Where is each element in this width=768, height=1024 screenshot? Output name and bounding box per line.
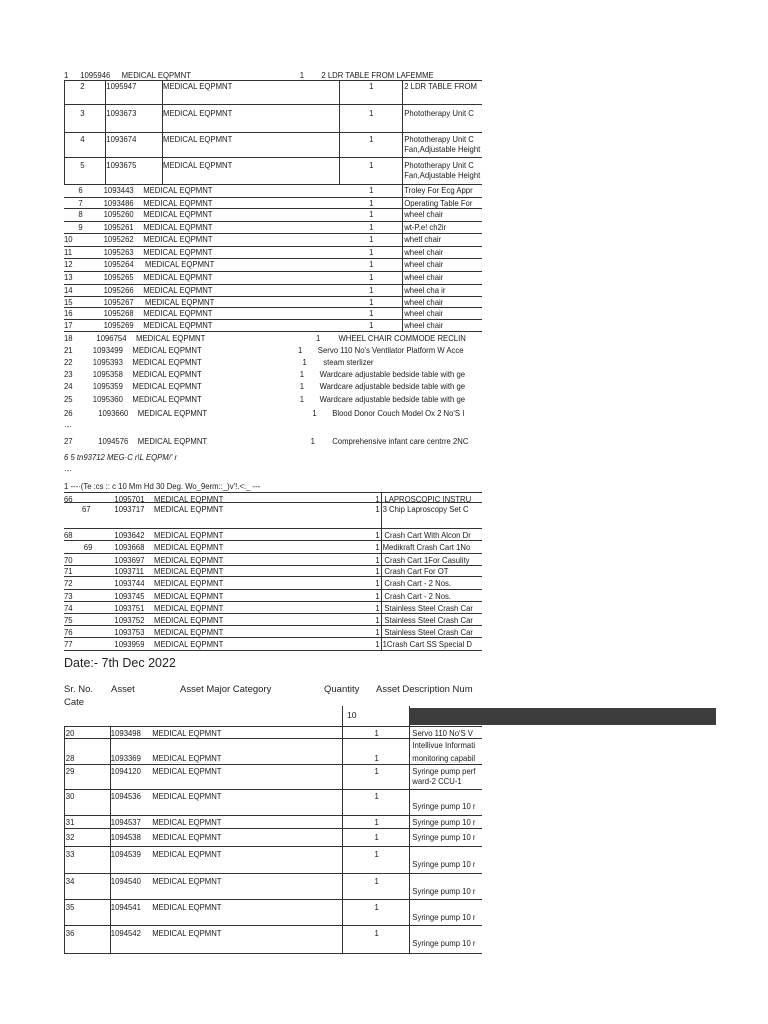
- table-row: [64, 381, 496, 392]
- desc-cell: monitoring capabil: [412, 753, 476, 763]
- desc-cell: Medikraft Crash Cart 1No: [382, 542, 471, 552]
- sr-cell: 29: [65, 766, 75, 776]
- category-cell: MEDICAL EQPMNT: [152, 849, 222, 859]
- qty-cell: 1: [374, 876, 379, 886]
- sr-cell: 6: [78, 185, 83, 195]
- category-cell: MEDICAL EQPMNT: [143, 222, 213, 232]
- desc-cell: Syringe pump perf: [412, 766, 476, 776]
- table-row: [64, 369, 496, 380]
- qty-cell: 1: [369, 209, 374, 219]
- asset-cell: 1093674: [106, 134, 137, 144]
- qty-cell: 1: [310, 436, 315, 446]
- desc-cell: wheel chair: [404, 308, 444, 318]
- category-cell: MEDICAL EQPMNT: [154, 566, 224, 576]
- desc-cell: Syringe pump 10 r: [412, 801, 476, 811]
- qty-cell: 1: [374, 817, 379, 827]
- sr-cell: 68: [64, 530, 73, 540]
- category-cell: MEDICAL EQPMNT: [132, 369, 202, 379]
- asset-cell: 1094540: [110, 876, 141, 886]
- qty-cell: 1: [369, 185, 374, 195]
- desc-cell: Syringe pump 10 r: [412, 938, 476, 948]
- qty-cell: 1: [369, 81, 374, 91]
- table-row: [64, 285, 496, 296]
- sr-cell: 14: [64, 285, 73, 295]
- header-asset: Asset: [111, 684, 135, 695]
- sr-cell: 24: [64, 381, 73, 391]
- qty-cell: 1: [369, 272, 374, 282]
- sr-cell: 66: [64, 494, 73, 504]
- desc-cell: Crash Cart - 2 Nos.: [384, 578, 452, 588]
- desc-continuation: [64, 912, 496, 923]
- asset-cell: 1095947: [106, 81, 137, 91]
- qty-cell: 1: [369, 222, 374, 232]
- desc-cell: wheel chair: [404, 297, 444, 307]
- table-row: [64, 566, 496, 577]
- qty-cell: 1: [374, 902, 379, 912]
- asset-cell: 1093753: [114, 627, 145, 637]
- qty-cell: 1: [375, 603, 380, 613]
- sr-cell: 5: [80, 160, 85, 170]
- qty-cell: 1: [374, 832, 379, 842]
- category-cell: MEDICAL EQPMNT: [121, 70, 191, 80]
- category-cell: MEDICAL EQPMNT: [152, 766, 222, 776]
- sr-cell: 32: [65, 832, 75, 842]
- desc-cell: Phototherapy Unit C: [404, 160, 474, 170]
- header-quantity: Quantity: [324, 684, 360, 695]
- category-cell: MEDICAL EQPMNT: [132, 394, 202, 404]
- sr-cell: 28: [65, 753, 75, 763]
- sr-cell: 21: [64, 345, 73, 355]
- sr-cell: 72: [64, 578, 73, 588]
- category-cell: MEDICAL EQPMNT: [154, 555, 224, 565]
- desc-cell: wt-P.e! ch2ir: [404, 222, 447, 232]
- table-row: [64, 728, 496, 739]
- qty-cell: 1: [369, 134, 374, 144]
- table-row: [64, 394, 496, 405]
- scan-noise: ·-·: [64, 421, 72, 431]
- table-row: [64, 81, 496, 92]
- table-row: [64, 627, 496, 638]
- desc-cell: wheel chair: [404, 259, 444, 269]
- asset-cell: 1095265: [103, 272, 134, 282]
- category-cell: MEDICAL EQPMNT: [154, 578, 224, 588]
- asset-cell: 1093499: [92, 345, 123, 355]
- qty-cell: 1: [369, 320, 374, 330]
- table-row: [64, 108, 496, 119]
- desc-continuation: [64, 776, 496, 787]
- desc-cell: 1Crash Cart SS Special D: [382, 639, 473, 649]
- asset-cell: 1095262: [103, 234, 134, 244]
- qty-cell: 1: [375, 542, 380, 552]
- desc-cell: Syringe pump 10 r: [412, 832, 476, 842]
- asset-cell: 1094541: [110, 902, 141, 912]
- qty-cell: 1: [374, 791, 379, 801]
- desc-cell: Wardcare adjustable bedside table with ge: [319, 394, 466, 404]
- asset-cell: 1094120: [110, 766, 141, 776]
- desc-continuation: [64, 170, 496, 181]
- desc-continuation: [64, 886, 496, 897]
- desc-cell: Syringe pump 10 r: [412, 817, 476, 827]
- desc-cell: wheel chair: [404, 247, 444, 257]
- qty-cell: 1: [369, 234, 374, 244]
- table-row: [64, 259, 496, 270]
- desc-cell: Wardcare adjustable bedside table with ge: [319, 369, 466, 379]
- qty-cell: 1: [316, 333, 321, 343]
- asset-cell: 1095701: [114, 494, 145, 504]
- asset-cell: 1093711: [114, 566, 144, 576]
- table-row: [64, 530, 496, 541]
- asset-cell: 1093498: [110, 728, 141, 738]
- asset-cell: 1093660: [98, 408, 129, 418]
- sr-cell: 77: [64, 639, 73, 649]
- sr-cell: 73: [64, 591, 73, 601]
- category-cell: MEDICAL EQPMNT: [152, 832, 222, 842]
- category-cell: MEDICAL EQPMNT: [145, 259, 215, 269]
- sr-cell: 27: [64, 436, 73, 446]
- category-cell: MEDICAL EQPMNT: [152, 753, 222, 763]
- sr-cell: 4: [80, 134, 85, 144]
- qty-cell: 1: [299, 369, 305, 379]
- qty-cell: 1: [299, 394, 305, 404]
- sr-cell: 8: [78, 209, 83, 219]
- table-row: [64, 198, 496, 209]
- desc-cell: Stainless Steel Crash Car: [384, 603, 473, 613]
- qty-cell: 1: [299, 381, 305, 391]
- header-category: Asset Major Category: [180, 684, 272, 695]
- sr-cell: 7: [78, 198, 83, 208]
- qty-cell: 1: [369, 285, 374, 295]
- category-cell: MEDICAL EQPMNT: [163, 108, 233, 118]
- header-sr-continuation: Cate: [64, 697, 85, 708]
- category-cell: MEDICAL EQPMNT: [154, 494, 224, 504]
- sr-cell: 36: [65, 928, 75, 938]
- table-row: [64, 222, 496, 233]
- desc-cell: Servo 110 No'S V: [412, 728, 473, 738]
- asset-cell: 1095268: [103, 308, 134, 318]
- sr-cell: 23: [64, 369, 73, 379]
- header-sr: Sr. No.: [64, 684, 94, 695]
- category-cell: MEDICAL EQPMNT: [143, 272, 213, 282]
- table-row: [64, 247, 496, 258]
- sr-cell: 16: [64, 308, 73, 318]
- category-cell: MEDICAL EQPMNT: [154, 591, 224, 601]
- desc-cell: Syringe pump 10 r: [412, 859, 476, 869]
- asset-cell: 1095264: [103, 259, 134, 269]
- qty-cell: 1: [369, 247, 374, 257]
- asset-cell: 1093752: [114, 615, 145, 625]
- scan-noise: 1 ---·(Te :cs :: c 10 Mm Hd 30 Deg. Wo_9erm::_)v'!.<:_ ---: [64, 481, 261, 491]
- asset-cell: 1094542: [110, 928, 141, 938]
- sr-cell: 1: [64, 70, 69, 80]
- category-cell: MEDICAL EQPMNT: [143, 247, 213, 257]
- table-row: [64, 234, 496, 245]
- category-cell: MEDICAL EQPMNT: [163, 134, 233, 144]
- date-line: Date:- 7th Dec 2022: [64, 656, 176, 670]
- desc-cell: Fan,Adjustable Height: [404, 144, 481, 154]
- asset-cell: 1095358: [92, 369, 123, 379]
- category-cell: MEDICAL EQPMNT: [145, 297, 215, 307]
- sr-cell: 34: [65, 876, 75, 886]
- sr-cell: 76: [64, 627, 73, 637]
- qty-cell: 1: [299, 70, 305, 80]
- qty-cell: 1: [375, 494, 380, 504]
- asset-cell: 1093751: [114, 603, 145, 613]
- table-row: [64, 297, 496, 308]
- qty-cell: 1: [375, 504, 380, 514]
- asset-cell: 1093959: [114, 639, 145, 649]
- table-row: [64, 591, 496, 602]
- qty-cell: 1: [302, 357, 307, 367]
- desc-cell: LAPROSCOPIC INSTRU: [384, 494, 472, 504]
- qty-cell: 1: [375, 627, 380, 637]
- desc-cell: steam sterlizer: [323, 357, 374, 367]
- table-row: [64, 615, 496, 626]
- category-cell: MEDICAL EQPMNT: [152, 817, 222, 827]
- asset-cell: 1094539: [110, 849, 141, 859]
- sr-cell: 35: [65, 902, 75, 912]
- desc-cell: Crash Cart - 2 Nos.: [384, 591, 452, 601]
- qty-cell: 1: [374, 753, 379, 763]
- qty-cell: 1: [369, 259, 374, 269]
- asset-cell: 1094576: [98, 436, 129, 446]
- table-row: [64, 408, 496, 419]
- asset-cell: 1093717: [114, 504, 145, 514]
- category-cell: MEDICAL EQPMNT: [143, 308, 213, 318]
- desc-cell: Syringe pump 10 r: [412, 886, 476, 896]
- sr-cell: 67: [82, 504, 91, 514]
- qty-cell: 1: [375, 591, 380, 601]
- category-cell: MEDICAL EQPMNT: [143, 285, 213, 295]
- desc-cell: Servo 110 No's Ventilator Platform W Acce: [317, 345, 464, 355]
- desc-cell: Intellivue Informati: [412, 740, 476, 750]
- table-row: [64, 555, 496, 566]
- table-row: [64, 639, 496, 650]
- desc-continuation: [64, 938, 496, 949]
- sr-cell: 13: [64, 272, 73, 282]
- desc-cell: Crash Cart For OT: [384, 566, 449, 576]
- asset-cell: 1096754: [96, 333, 127, 343]
- desc-continuation: [64, 740, 496, 751]
- sr-cell: 20: [65, 728, 75, 738]
- category-cell: MEDICAL EQPMNT: [143, 198, 213, 208]
- category-cell: MEDICAL EQPMNT: [154, 603, 224, 613]
- desc-cell: wheel chair: [404, 320, 444, 330]
- qty-cell: 1: [375, 530, 380, 540]
- desc-cell: whetl chair: [404, 234, 442, 244]
- desc-cell: Stainless Steel Crash Car: [384, 615, 473, 625]
- category-cell: MEDICAL EQPMNT: [152, 876, 222, 886]
- desc-cell: ward-2 CCU-1: [412, 776, 462, 786]
- desc-cell: Troley For Ecg Appr: [404, 185, 473, 195]
- asset-cell: 1094538: [110, 832, 141, 842]
- sr-cell: 15: [64, 297, 73, 307]
- category-cell: MEDICAL EQPMNT: [132, 381, 202, 391]
- category-cell: MEDICAL EQPMNT: [152, 791, 222, 801]
- category-cell: MEDICAL EQPMNT: [143, 209, 213, 219]
- qty-cell: 1: [369, 198, 374, 208]
- sr-cell: 74: [64, 603, 73, 613]
- sr-cell: 17: [64, 320, 73, 330]
- asset-cell: 1095261: [103, 222, 134, 232]
- qty-cell: 1: [369, 160, 374, 170]
- category-cell: MEDICAL EQPMNT: [154, 639, 224, 649]
- category-cell: MEDICAL EQPMNT: [154, 504, 224, 514]
- asset-cell: 1093642: [114, 530, 145, 540]
- desc-cell: wheel chair: [404, 209, 444, 219]
- desc-cell: 2 LDR TABLE FROM: [404, 81, 477, 91]
- table-row: [64, 357, 496, 368]
- qty-cell: 1: [369, 308, 374, 318]
- asset-cell: 1093675: [106, 160, 137, 170]
- qty-cell: 1: [375, 566, 380, 576]
- qty-cell: 1: [374, 928, 379, 938]
- asset-cell: 1093486: [103, 198, 134, 208]
- scan-noise: 6 5 tn93712 MEG·C r\L EQPM/' r: [64, 452, 178, 462]
- sr-cell: 10: [64, 234, 73, 244]
- qty-cell: 1: [375, 555, 380, 565]
- desc-cell: Crash Cart 1For Casulity: [384, 555, 470, 565]
- sr-cell: 26: [64, 408, 73, 418]
- asset-cell: 1094537: [110, 817, 141, 827]
- asset-cell: 1094536: [110, 791, 141, 801]
- asset-cell: 1093673: [106, 108, 137, 118]
- category-cell: MEDICAL EQPMNT: [163, 160, 233, 170]
- table-row: [64, 603, 496, 614]
- table-row: [64, 542, 496, 553]
- qty-cell: 1: [375, 578, 380, 588]
- sr-cell: 69: [83, 542, 93, 552]
- sr-cell: 11: [64, 247, 73, 257]
- asset-cell: 1095393: [92, 357, 123, 367]
- category-cell: MEDICAL EQPMNT: [152, 928, 222, 938]
- category-cell: MEDICAL EQPMNT: [154, 542, 224, 552]
- category-cell: MEDICAL EQPMNT: [152, 728, 222, 738]
- desc-cell: Fan,Adjustable Height: [404, 170, 481, 180]
- desc-continuation: [64, 144, 496, 155]
- category-cell: MEDICAL EQPMNT: [154, 530, 224, 540]
- qty-cell: 1: [369, 108, 374, 118]
- asset-cell: 1095359: [92, 381, 123, 391]
- qty-cell: 1: [312, 408, 317, 418]
- asset-cell: 1095266: [103, 285, 134, 295]
- qty-cell: 1: [298, 345, 303, 355]
- asset-cell: 1093668: [114, 542, 145, 552]
- qty-cell: 1: [369, 297, 374, 307]
- asset-cell: 1093443: [103, 185, 134, 195]
- category-cell: MEDICAL EQPMNT: [137, 436, 208, 446]
- asset-cell: 1095267: [103, 297, 134, 307]
- category-cell: MEDICAL EQPMNT: [154, 627, 224, 637]
- desc-cell: wheel cha ir: [404, 285, 446, 295]
- sr-cell: 25: [64, 394, 73, 404]
- desc-cell: Phototherapy Unit C: [404, 108, 474, 118]
- sr-cell: 2: [80, 81, 85, 91]
- table-row: [64, 578, 496, 589]
- category-cell: MEDICAL EQPMNT: [137, 408, 208, 418]
- table-row: [64, 345, 496, 356]
- sr-cell: 9: [78, 222, 83, 232]
- header-description: Asset Description Num: [376, 684, 473, 695]
- table-row: [64, 185, 496, 196]
- table-row: [64, 308, 496, 319]
- qty-cell: 1: [374, 766, 379, 776]
- category-cell: MEDICAL EQPMNT: [154, 615, 224, 625]
- sr-cell: 30: [65, 791, 75, 801]
- desc-cell: 3 Chip Laproscopy Set C: [382, 504, 469, 514]
- asset-cell: 1095260: [103, 209, 134, 219]
- desc-cell: Comprehensive infant care centrre 2NC: [332, 436, 469, 446]
- desc-cell: Phototherapy Unit C: [404, 134, 474, 144]
- header-band: [409, 708, 716, 725]
- desc-continuation: [64, 859, 496, 870]
- table-row: [64, 272, 496, 283]
- asset-cell: 1093369: [110, 753, 141, 763]
- category-cell: MEDICAL EQPMNT: [143, 185, 213, 195]
- category-cell: MEDICAL EQPMNT: [163, 81, 233, 91]
- category-cell: MEDICAL EQPMNT: [132, 357, 202, 367]
- qty-cell: 1: [374, 728, 379, 738]
- asset-cell: 1093697: [114, 555, 145, 565]
- table-row: [64, 832, 496, 843]
- qty-cell: 1: [375, 615, 380, 625]
- desc-cell: Wardcare adjustable bedside table with ge: [319, 381, 466, 391]
- quantity-value: 10: [347, 710, 357, 720]
- table-row: [64, 817, 496, 828]
- sr-cell: 31: [65, 817, 75, 827]
- scan-noise: ·-·: [64, 465, 72, 475]
- qty-cell: 1: [374, 849, 379, 859]
- asset-cell: 1093745: [114, 591, 145, 601]
- category-cell: MEDICAL EQPMNT: [143, 234, 213, 244]
- sr-cell: 18: [64, 333, 73, 343]
- table-row: [64, 209, 496, 220]
- table-row: [64, 320, 496, 331]
- desc-cell: WHEEL CHAIR COMMODE RECLIN: [338, 333, 466, 343]
- desc-continuation: [64, 801, 496, 812]
- sr-cell: 33: [65, 849, 75, 859]
- qty-cell: 1: [375, 639, 380, 649]
- asset-cell: 1095360: [92, 394, 123, 404]
- category-cell: MEDICAL EQPMNT: [132, 345, 202, 355]
- desc-cell: Stainless Steel Crash Car: [384, 627, 473, 637]
- sr-cell: 22: [64, 357, 73, 367]
- asset-cell: 1095263: [103, 247, 134, 257]
- table-row: [64, 333, 496, 344]
- category-cell: MEDICAL EQPMNT: [136, 333, 206, 343]
- table-row: [64, 436, 496, 447]
- category-cell: MEDICAL EQPMNT: [152, 902, 222, 912]
- desc-cell: 2 LDR TABLE FROM LAFEMME: [321, 70, 434, 80]
- sr-cell: 71: [64, 566, 73, 576]
- sr-cell: 75: [64, 615, 73, 625]
- asset-cell: 1095269: [103, 320, 134, 330]
- desc-cell: Syringe pump 10 r: [412, 912, 476, 922]
- desc-cell: wheel chair: [404, 272, 444, 282]
- desc-cell: Operating Table For: [404, 198, 473, 208]
- table-row: [64, 504, 496, 515]
- desc-cell: Crash Cart With Alcon Dr: [384, 530, 471, 540]
- asset-cell: 1095946: [80, 70, 111, 80]
- sr-cell: 12: [64, 259, 73, 269]
- category-cell: MEDICAL EQPMNT: [143, 320, 213, 330]
- sr-cell: 3: [80, 108, 85, 118]
- asset-cell: 1093744: [114, 578, 145, 588]
- desc-cell: Blood Donor Couch Model Ox 2 No'S I: [332, 408, 465, 418]
- table-row: [64, 753, 496, 764]
- sr-cell: 70: [64, 555, 73, 565]
